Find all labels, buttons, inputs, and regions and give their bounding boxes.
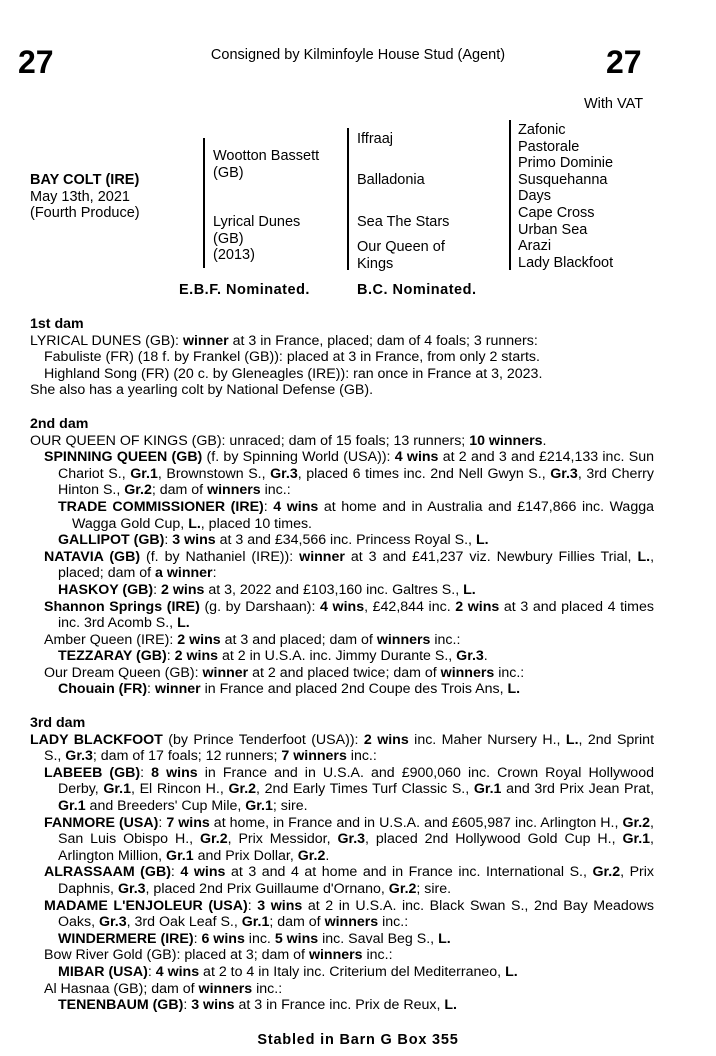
entry-madame-lenjoleur: MADAME L'ENJOLEUR (USA): 3 wins at 2 in U.S.A. inc. Black Swan S., 2nd Bay Meadows Oaks, Gr.3, 3rd Oak Leaf S., Gr.1; dam of winners inc.:	[44, 897, 654, 931]
pedigree-dsd: Cape Cross	[518, 204, 595, 221]
pedigree-ssd: Pastorale	[518, 138, 580, 155]
produce-line: Fabuliste (FR) (18 f. by Frankel (GB)): placed at 3 in France, from only 2 starts.	[44, 349, 540, 366]
entry-mibar: MIBAR (USA): 4 wins at 2 to 4 in Italy inc. Criterium del Mediterraneo, L.	[58, 963, 518, 980]
pedigree-ddd: Arazi	[518, 238, 552, 255]
dd-line-1: Our Queen of	[357, 239, 445, 255]
entry-lady-blackfoot: LADY BLACKFOOT (by Prince Tenderfoot (USA)): 2 wins inc. Maher Nursery H., L., 2nd Sprint S., Gr.3; dam of 17 foals; 12 runners; 7 winners inc.:	[30, 731, 655, 765]
subject-produce: (Fourth Produce)	[30, 205, 140, 222]
catalogue-body	[30, 316, 654, 1031]
pedigree-divider-2	[347, 128, 349, 270]
entry-amber-queen: Amber Queen (IRE): 2 wins at 3 and placed; dam of winners inc.:	[44, 631, 461, 648]
vat-note: With VAT	[584, 96, 644, 112]
entry-spinning-queen: SPINNING QUEEN (GB) (f. by Spinning World (USA)): 4 wins at 2 and 3 and £214,133 inc. Sun Chariot S., Gr.1, Brownstown S., Gr.3, placed 6 times inc. 2nd Nell Gwyn S., Gr.3, 3rd Cherry Hinton S., Gr.2; dam of winners inc.:	[44, 449, 654, 499]
entry-haskoy: HASKOY (GB): 2 wins at 3, 2022 and £103,160 inc. Galtres S., L.	[58, 581, 476, 598]
entry-bow-river-gold: Bow River Gold (GB): placed at 3; dam of winners inc.:	[44, 947, 393, 964]
entry-windermere: WINDERMERE (IRE): 6 wins inc. 5 wins inc. Saval Beg S., L.	[58, 930, 451, 947]
pedigree-dd	[357, 239, 445, 272]
pedigree-sds: Primo Dominie	[518, 155, 614, 172]
entry-natavia: NATAVIA (GB) (f. by Nathaniel (IRE)): winner at 3 and £41,237 viz. Newbury Fillies Trial, L., placed; dam of a winner:	[44, 548, 655, 582]
dam-country: (GB)	[213, 230, 244, 247]
entry-fanmore: FANMORE (USA): 7 wins at home, in France and in U.S.A. and £605,987 inc. Arlington H., Gr.2, San Luis Obispo H., Gr.2, Prix Messidor, Gr.3, placed 2nd Hollywood Gold Cup H., Gr.1, Arlington Million, Gr.1 and Prix Dollar, Gr.2.	[44, 814, 654, 864]
second-dam-heading: 2nd dam	[30, 415, 89, 432]
ebf-nomination: E.B.F. Nominated.	[179, 282, 310, 298]
stabling-note: Stabled in Barn G Box 355	[257, 1032, 459, 1048]
pedigree-dddd: Lady Blackfoot	[518, 254, 614, 271]
dam-name: Lyrical Dunes	[213, 214, 301, 230]
entry-gallipot: GALLIPOT (GB): 3 wins at 3 and £34,566 inc. Princess Royal S., L.	[58, 532, 489, 549]
pedigree-dds: Urban Sea	[518, 221, 588, 238]
consignor-text: Consigned by Kilminfoyle House Stud (Agent)	[210, 47, 506, 63]
entry-trade-commissioner: TRADE COMMISSIONER (IRE): 4 wins at home and in Australia and £147,866 inc. Wagga Wagga Gold Cup, L., placed 10 times.	[58, 498, 654, 532]
yearling-note: She also has a yearling colt by National Defense (GB).	[30, 382, 374, 399]
subject-block	[30, 172, 140, 222]
sire-country: (GB)	[213, 164, 244, 181]
bc-nomination: B.C. Nominated.	[357, 282, 477, 298]
pedigree-dam	[213, 214, 300, 264]
subject-foaled: May 13th, 2021	[30, 188, 130, 205]
entry-labeeb: LABEEB (GB): 8 wins in France and in U.S.A. and £900,060 inc. Crown Royal Hollywood Derby, Gr.1, El Rincon H., Gr.2, 2nd Early Times Turf Classic S., Gr.1 and 3rd Prix Jean Prat, Gr.1 and Breeders' Cup Mile, Gr.1; sire.	[44, 764, 655, 815]
dd-line-2: Kings	[357, 255, 394, 272]
sire-name: Wootton Bassett	[213, 148, 320, 164]
dam-year: (2013)	[213, 247, 255, 264]
produce-line: Highland Song (FR) (20 c. by Gleneagles (IRE)): ran once in France at 3, 2023.	[44, 365, 543, 382]
pedigree-sire	[213, 148, 319, 181]
pedigree-divider-1	[203, 138, 205, 268]
entry-al-hasnaa: Al Hasnaa (GB); dam of winners inc.:	[44, 980, 283, 997]
first-dam-section	[30, 316, 654, 399]
third-dam-heading: 3rd dam	[30, 715, 86, 732]
pedigree-divider-3	[509, 120, 511, 270]
first-dam-line: LYRICAL DUNES (GB): winner at 3 in France, placed; dam of 4 foals; 3 runners:	[30, 332, 538, 349]
lot-number-left: 27	[18, 44, 54, 80]
entry-tezzaray: TEZZARAY (GB): 2 wins at 2 in U.S.A. inc. Jimmy Durante S., Gr.3.	[58, 648, 488, 665]
subject-name: BAY COLT (IRE)	[30, 172, 140, 188]
entry-chouain: Chouain (FR): winner in France and placed 2nd Coupe des Trois Ans, L.	[58, 681, 521, 698]
pedigree-dss: Days	[518, 188, 552, 205]
entry-our-dream-queen: Our Dream Queen (GB): winner at 2 and placed twice; dam of winners inc.:	[44, 664, 525, 681]
pedigree-sss: Zafonic	[518, 122, 566, 138]
first-dam-heading: 1st dam	[30, 316, 84, 332]
pedigree-sdd: Susquehanna	[518, 171, 608, 188]
pedigree-third-generation	[518, 122, 613, 271]
pedigree-sd: Balladonia	[357, 172, 425, 188]
entry-alrassaam: ALRASSAAM (GB): 4 wins at 3 and 4 at home and in France inc. International S., Gr.2, Prix Daphnis, Gr.3, placed 2nd Prix Guillaume d'Ornano, Gr.2; sire.	[44, 864, 655, 897]
entry-shannon-springs: Shannon Springs (IRE) (g. by Darshaan): 4 wins, £42,844 inc. 2 wins at 3 and placed 4 times inc. 3rd Acomb S., L.	[44, 598, 654, 632]
third-dam-section	[30, 715, 654, 1014]
second-dam-line: OUR QUEEN OF KINGS (GB): unraced; dam of 15 foals; 13 runners; 10 winners.	[30, 432, 547, 449]
pedigree-ds: Sea The Stars	[357, 214, 450, 230]
entry-tenenbaum: TENENBAUM (GB): 3 wins at 3 in France inc. Prix de Reux, L.	[58, 997, 457, 1014]
second-dam-section	[30, 416, 654, 698]
lot-number-right: 27	[606, 44, 642, 80]
pedigree-ss: Iffraaj	[357, 131, 394, 147]
